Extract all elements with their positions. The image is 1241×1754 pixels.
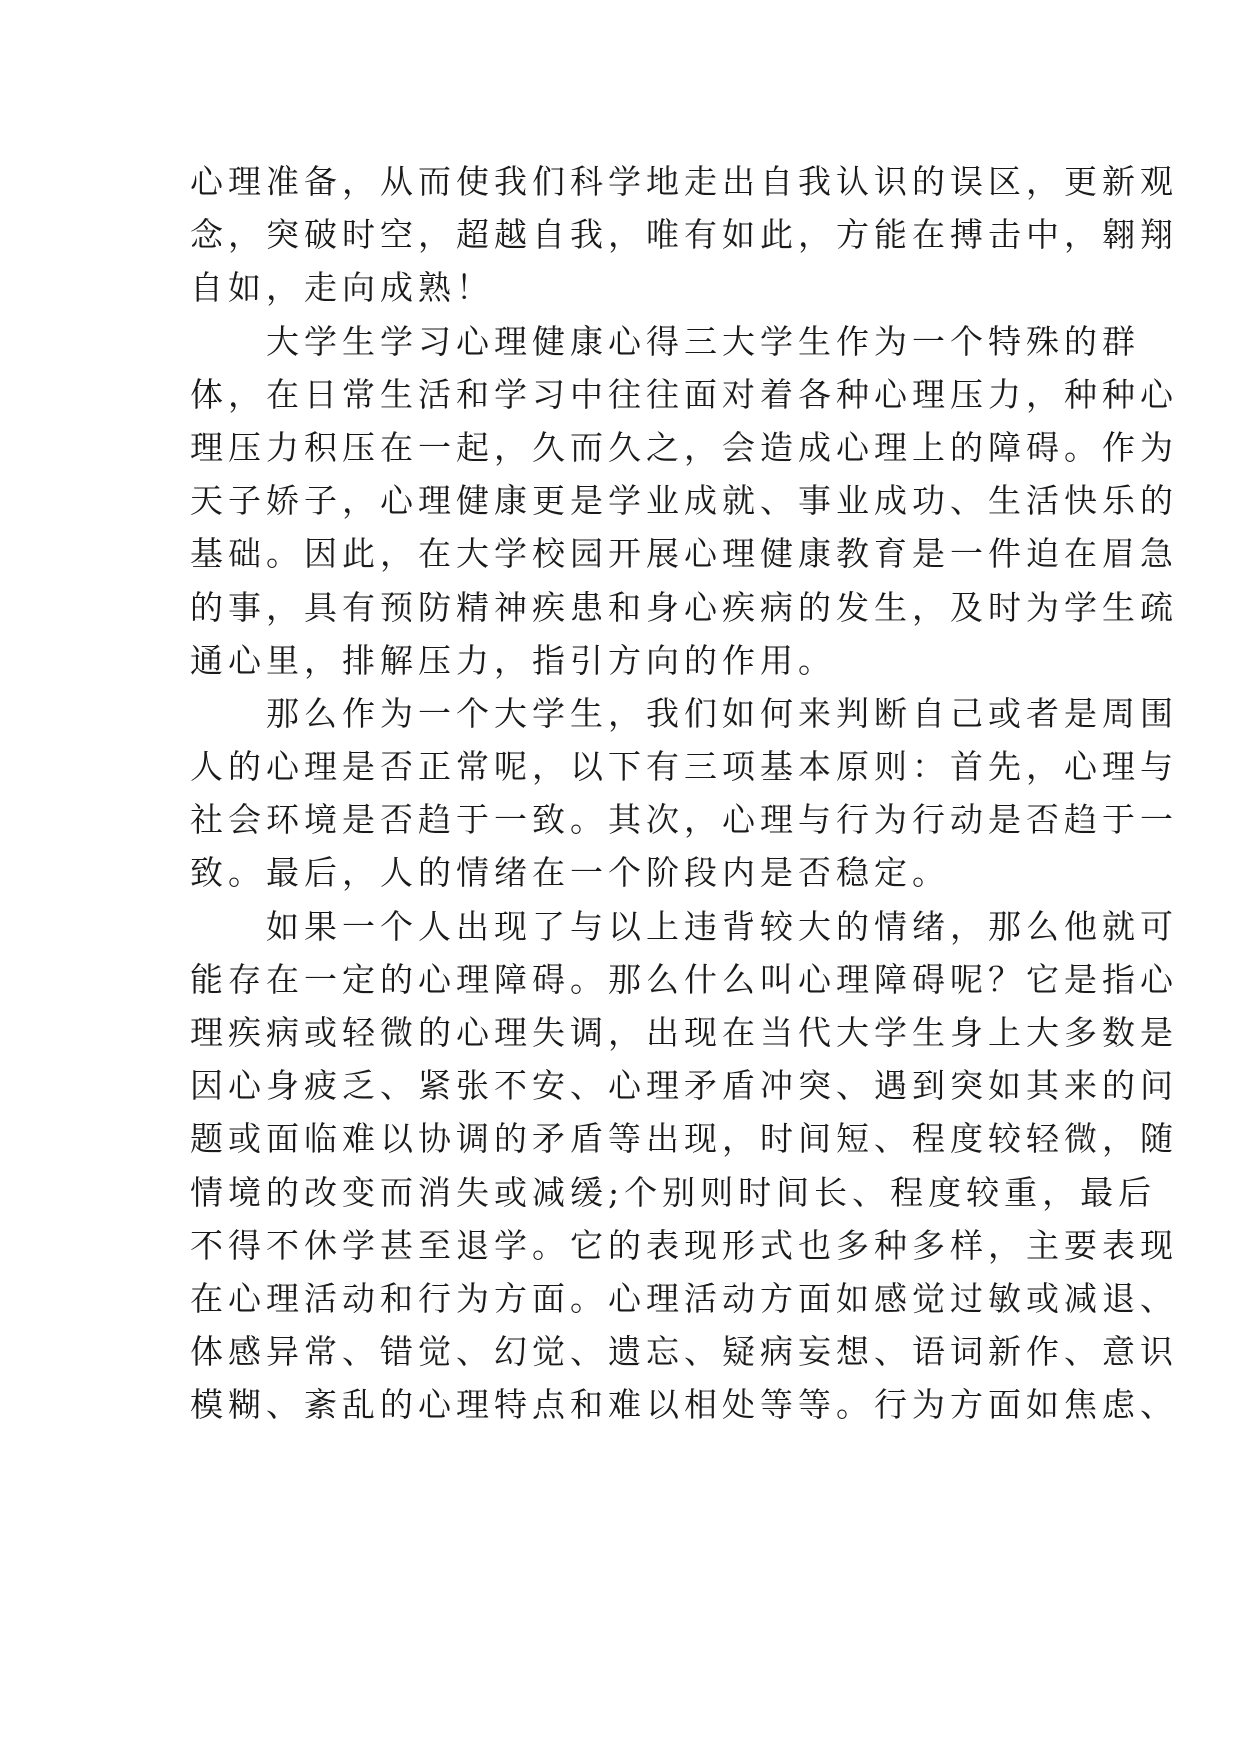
text-line: 致。最后，人的情绪在一个阶段内是否稳定。	[190, 853, 950, 893]
text-line: 题或面临难以协调的矛盾等出现，时间短、程度较轻微，随	[190, 1119, 1178, 1159]
text-line: 社会环境是否趋于一致。其次，心理与行为行动是否趋于一	[190, 800, 1178, 840]
text-line: 模糊、紊乱的心理特点和难以相处等等。行为方面如焦虑、	[190, 1385, 1178, 1425]
text-line: 自如，走向成熟！	[190, 268, 494, 308]
document-body	[190, 155, 1178, 1432]
text-line: 通心里，排解压力，指引方向的作用。	[190, 640, 836, 680]
text-line: 大学生学习心理健康心得三大学生作为一个特殊的群	[190, 321, 1140, 361]
text-line: 能存在一定的心理障碍。那么什么叫心理障碍呢？它是指心	[190, 959, 1178, 999]
text-line: 基础。因此，在大学校园开展心理健康教育是一件迫在眉急	[190, 534, 1178, 574]
text-line: 念，突破时空，超越自我，唯有如此，方能在搏击中，翱翔	[190, 215, 1178, 255]
text-line: 不得不休学甚至退学。它的表现形式也多种多样，主要表现	[190, 1225, 1178, 1265]
text-line: 理疾病或轻微的心理失调，出现在当代大学生身上大多数是	[190, 1013, 1178, 1052]
text-line: 体，在日常生活和学习中往往面对着各种心理压力，种种心	[190, 374, 1178, 414]
text-line: 在心理活动和行为方面。心理活动方面如感觉过敏或减退、	[190, 1278, 1178, 1318]
text-line: 人的心理是否正常呢，以下有三项基本原则：首先，心理与	[190, 747, 1178, 787]
text-line: 的事，具有预防精神疾患和身心疾病的发生，及时为学生疏	[190, 587, 1178, 627]
text-line: 理压力积压在一起，久而久之，会造成心理上的障碍。作为	[190, 427, 1178, 467]
text-line: 如果一个人出现了与以上违背较大的情绪，那么他就可	[190, 906, 1178, 946]
text-line: 天子娇子，心理健康更是学业成就、事业成功、生活快乐的	[190, 481, 1178, 521]
text-line: 情境的改变而消失或减缓;个别则时间长、程度较重，最后	[190, 1172, 1157, 1212]
text-line: 心理准备，从而使我们科学地走出自我认识的误区，更新观	[190, 162, 1178, 201]
text-line: 那么作为一个大学生，我们如何来判断自己或者是周围	[190, 693, 1178, 733]
text-line: 体感异常、错觉、幻觉、遗忘、疑病妄想、语词新作、意识	[190, 1332, 1178, 1372]
text-line: 因心身疲乏、紧张不安、心理矛盾冲突、遇到突如其来的问	[190, 1066, 1178, 1106]
